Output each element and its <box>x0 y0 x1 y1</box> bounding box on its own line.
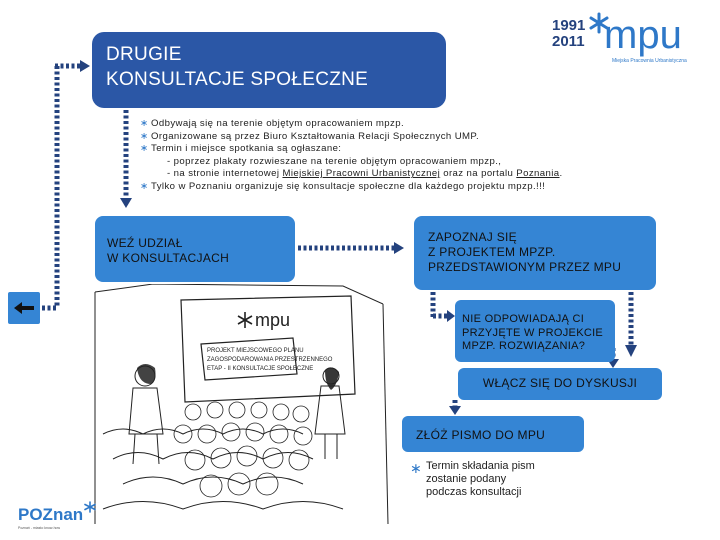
board-line-3: ETAP - II KONSULTACJE SPOŁECZNE <box>207 366 314 372</box>
sketch-logo-word: mpu <box>255 310 291 330</box>
board-line-2: ZAGOSPODAROWANIA PRZESTRZENNEGO <box>207 357 333 363</box>
question-line-2: PRZYJĘTE W PROJEKCIE <box>462 326 604 339</box>
logo-year-bottom: 2011 <box>552 33 585 50</box>
deadline-line-3: podczas konsultacji <box>426 486 522 498</box>
asterisk-icon: ∗ <box>410 460 422 476</box>
asterisk-icon: ∗ <box>140 180 149 192</box>
deadline-note <box>410 460 590 499</box>
sub-item: - na stronie internetowej Miejskiej Pracowni Urbanistycznej oraz na portalu Poznania. <box>167 168 563 180</box>
asterisk-icon <box>238 312 252 328</box>
deadline-line-2: zostanie podany <box>426 473 507 485</box>
board-line-1: PROJEKT MIEJSCOWEGO PLANU <box>207 348 304 354</box>
mpu-logo <box>552 10 712 66</box>
asterisk-icon: ∗ <box>140 118 149 129</box>
question-box <box>455 300 615 362</box>
review-project-box <box>414 216 656 290</box>
take-part-line-2: W KONSULTACJACH <box>107 251 230 265</box>
mpu-link[interactable]: Miejskiej Pracowni Urbanistycznej <box>282 168 441 180</box>
title-line-1: DRUGIE <box>106 44 182 65</box>
bullet-item: ∗ Termin i miejsce spotkania są ogłaszane: <box>140 143 342 155</box>
bullet-item: ∗ Odbywają się na terenie objętym opracowaniem mpzp. <box>140 118 405 129</box>
asterisk-icon <box>85 502 95 512</box>
arrow-left-icon <box>8 292 40 324</box>
asterisk-icon: ∗ <box>140 143 149 155</box>
poznan-logo-word: POZnan <box>18 505 84 524</box>
logo-year-top: 1991 <box>552 17 586 34</box>
bullet-item: ∗ Tylko w Poznaniu organizuje się konsultacje społeczne dla każdego projektu mpzp.!!! <box>140 180 546 192</box>
sub-item: - poprzez plakaty rozwieszane na terenie objętym opracowaniem mpzp., <box>167 155 502 167</box>
title-line-2: KONSULTACJE SPOŁECZNE <box>106 69 369 90</box>
take-part-box <box>95 216 295 282</box>
logo-word: mpu <box>604 13 682 57</box>
poznan-logo <box>18 500 98 532</box>
asterisk-icon: ∗ <box>140 130 149 142</box>
take-part-line-1: WEŹ UDZIAŁ <box>107 236 183 250</box>
bullet-item: ∗ Organizowane są przez Biuro Kształtowania Relacji Społecznych UMP. <box>140 130 480 142</box>
poznan-logo-tag: Poznań - miasto know-how <box>18 526 61 530</box>
info-bullets <box>140 118 700 194</box>
submit-letter-box: ZŁÓŻ PISMO DO MPU <box>402 416 584 452</box>
question-line-1: NIE ODPOWIADAJĄ CI <box>462 313 585 325</box>
poznan-link[interactable]: Poznania <box>516 168 560 180</box>
review-line-3: PRZEDSTAWIONYM PRZEZ MPU <box>428 260 622 274</box>
review-line-1: ZAPOZNAJ SIĘ <box>428 230 517 244</box>
deadline-line-1: Termin składania pism <box>426 460 535 472</box>
question-line-3: MPZP. ROZWIĄZANIA? <box>462 340 586 352</box>
logo-subtitle: Miejska Pracownia Urbanistyczna <box>612 58 687 64</box>
title-box <box>92 32 446 108</box>
review-line-2: Z PROJEKTEM MPZP. <box>428 245 556 259</box>
back-button[interactable] <box>8 292 40 324</box>
join-discussion-box: WŁĄCZ SIĘ DO DYSKUSJI <box>458 368 662 400</box>
consultation-sketch <box>93 284 393 534</box>
